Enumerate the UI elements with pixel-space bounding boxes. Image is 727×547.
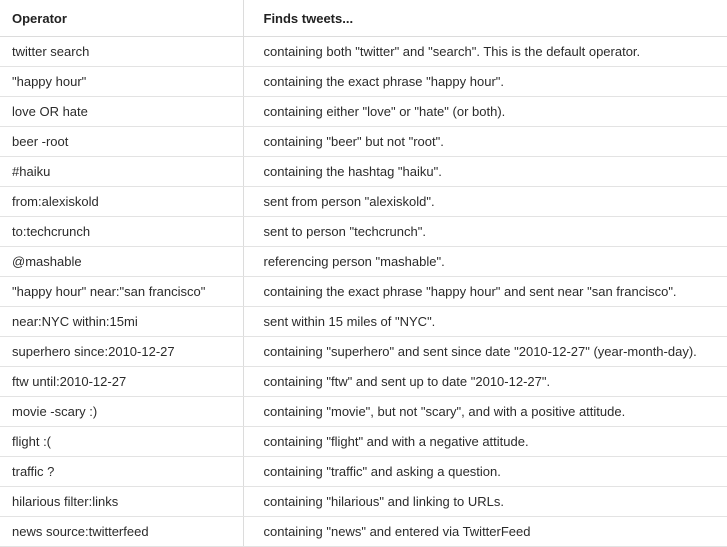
table-body bbox=[0, 37, 727, 547]
description-cell: containing "beer" but not "root". bbox=[243, 127, 727, 157]
description-cell: containing "news" and entered via TwitterFeed bbox=[243, 517, 727, 547]
description-cell: containing "ftw" and sent up to date "2010-12-27". bbox=[243, 367, 727, 397]
operator-cell: twitter search bbox=[0, 37, 243, 67]
operator-cell: #haiku bbox=[0, 157, 243, 187]
table-row bbox=[0, 337, 727, 367]
description-cell: containing the hashtag "haiku". bbox=[243, 157, 727, 187]
table-row bbox=[0, 67, 727, 97]
table-row bbox=[0, 157, 727, 187]
table-header bbox=[0, 0, 727, 37]
table-row bbox=[0, 37, 727, 67]
operator-cell: from:alexiskold bbox=[0, 187, 243, 217]
operator-cell: flight :( bbox=[0, 427, 243, 457]
description-cell: sent within 15 miles of "NYC". bbox=[243, 307, 727, 337]
operator-cell: ftw until:2010-12-27 bbox=[0, 367, 243, 397]
description-cell: containing "flight" and with a negative attitude. bbox=[243, 427, 727, 457]
header-row bbox=[0, 0, 727, 37]
description-cell: containing the exact phrase "happy hour" and sent near "san francisco". bbox=[243, 277, 727, 307]
description-cell: sent from person "alexiskold". bbox=[243, 187, 727, 217]
header-operator: Operator bbox=[0, 0, 243, 37]
table-row bbox=[0, 307, 727, 337]
description-cell: containing both "twitter" and "search". This is the default operator. bbox=[243, 37, 727, 67]
operator-cell: to:techcrunch bbox=[0, 217, 243, 247]
table-row bbox=[0, 217, 727, 247]
table-row bbox=[0, 397, 727, 427]
operator-cell: hilarious filter:links bbox=[0, 487, 243, 517]
description-cell: containing "superhero" and sent since date "2010-12-27" (year-month-day). bbox=[243, 337, 727, 367]
description-cell: containing "hilarious" and linking to URLs. bbox=[243, 487, 727, 517]
operator-cell: "happy hour" bbox=[0, 67, 243, 97]
description-cell: sent to person "techcrunch". bbox=[243, 217, 727, 247]
operator-cell: movie -scary :) bbox=[0, 397, 243, 427]
operator-cell: beer -root bbox=[0, 127, 243, 157]
operator-cell: superhero since:2010-12-27 bbox=[0, 337, 243, 367]
description-cell: containing the exact phrase "happy hour". bbox=[243, 67, 727, 97]
description-cell: containing "traffic" and asking a question. bbox=[243, 457, 727, 487]
description-cell: containing either "love" or "hate" (or both). bbox=[243, 97, 727, 127]
table-row bbox=[0, 247, 727, 277]
operator-cell: @mashable bbox=[0, 247, 243, 277]
table-row bbox=[0, 277, 727, 307]
table-row bbox=[0, 97, 727, 127]
table-row bbox=[0, 127, 727, 157]
header-finds-tweets: Finds tweets... bbox=[243, 0, 727, 37]
table-row bbox=[0, 457, 727, 487]
table-row bbox=[0, 517, 727, 547]
table-row bbox=[0, 187, 727, 217]
table-row bbox=[0, 367, 727, 397]
operator-cell: near:NYC within:15mi bbox=[0, 307, 243, 337]
operator-cell: love OR hate bbox=[0, 97, 243, 127]
operator-cell: "happy hour" near:"san francisco" bbox=[0, 277, 243, 307]
operator-cell: traffic ? bbox=[0, 457, 243, 487]
operator-cell: news source:twitterfeed bbox=[0, 517, 243, 547]
description-cell: referencing person "mashable". bbox=[243, 247, 727, 277]
description-cell: containing "movie", but not "scary", and with a positive attitude. bbox=[243, 397, 727, 427]
table-row bbox=[0, 427, 727, 457]
table-row bbox=[0, 487, 727, 517]
